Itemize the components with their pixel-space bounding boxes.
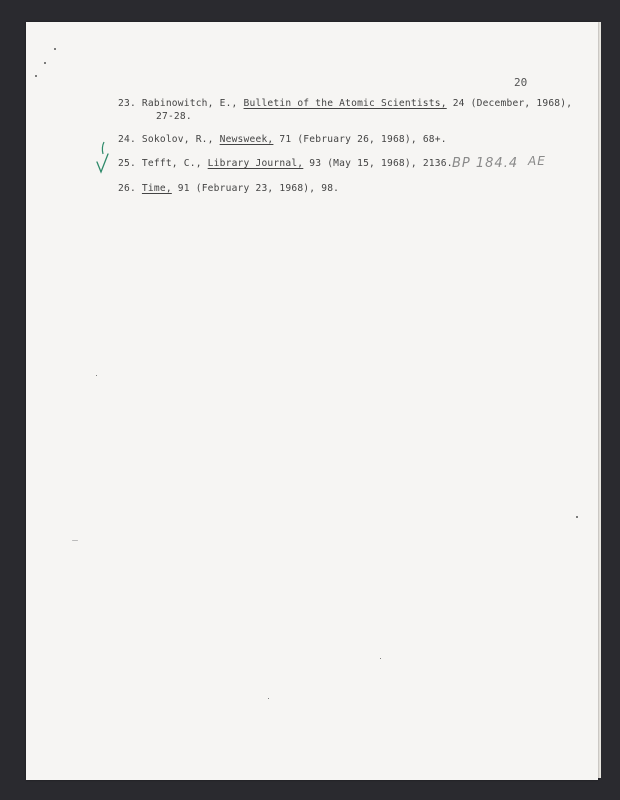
handwritten-call-number: BP 184.4 xyxy=(452,156,519,171)
check-mark-icon xyxy=(94,140,112,180)
citation-23 xyxy=(118,98,572,109)
page-number: 20 xyxy=(514,76,528,89)
citation-details: 93 (May 15, 1968), 2136. xyxy=(309,158,453,169)
scan-speck xyxy=(576,516,578,518)
citation-author: Sokolov, R., xyxy=(141,134,214,145)
citation-journal: Bulletin of the Atomic Scientists, xyxy=(243,98,447,109)
citation-24 xyxy=(118,134,447,145)
citation-number: 26. xyxy=(118,183,136,194)
citation-number: 24. xyxy=(118,134,136,145)
citation-author: Tefft, C., xyxy=(141,158,202,169)
scan-speck xyxy=(54,48,56,50)
citation-journal: Time, xyxy=(141,183,172,194)
citation-number: 25. xyxy=(118,158,136,169)
citation-author: Rabinowitch, E., xyxy=(141,98,238,109)
citation-number: 23. xyxy=(118,98,136,109)
citation-details: 71 (February 26, 1968), 68+. xyxy=(279,134,447,145)
citation-23-pages: 27-28. xyxy=(156,111,192,122)
scan-speck xyxy=(380,658,381,659)
scan-speck xyxy=(268,698,269,699)
scan-speck xyxy=(72,540,78,541)
citation-journal: Library Journal, xyxy=(207,158,304,169)
scan-speck xyxy=(35,75,37,77)
citation-journal: Newsweek, xyxy=(219,134,274,145)
citation-details: 24 (December, 1968), xyxy=(452,98,573,109)
handwritten-initials: AE xyxy=(528,154,546,168)
citation-26 xyxy=(118,183,339,194)
scan-speck xyxy=(44,62,46,64)
citation-25 xyxy=(118,158,453,169)
scan-speck xyxy=(96,375,97,376)
citation-details: 91 (February 23, 1968), 98. xyxy=(177,183,340,194)
